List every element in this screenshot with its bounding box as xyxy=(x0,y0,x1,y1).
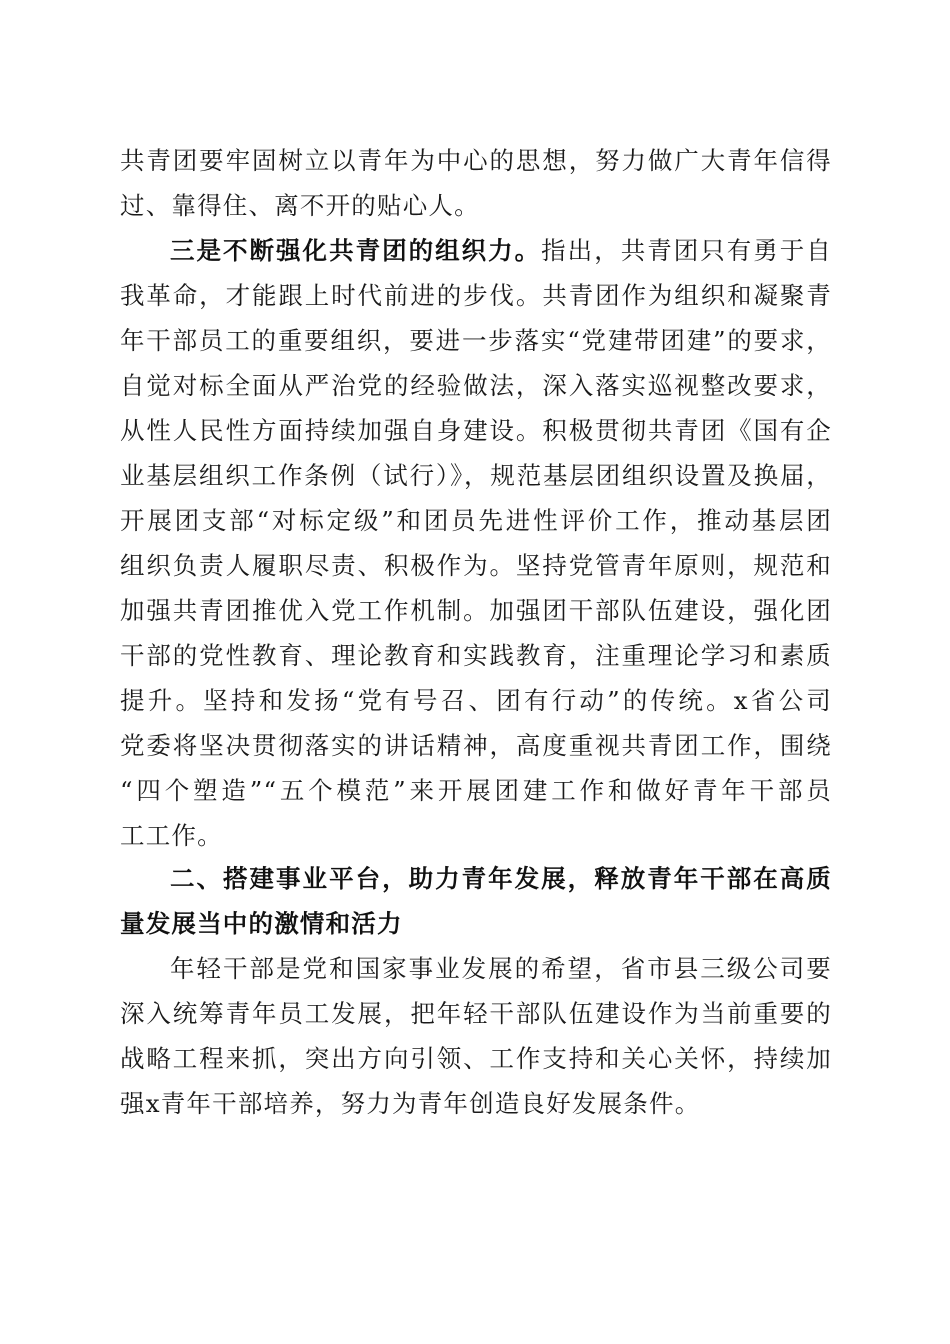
text-line: 年干部员工的重要组织，要进一步落实“党建带团建”的要求， xyxy=(120,326,832,355)
text-line: 干部的党性教育、理论教育和实践教育，注重理论学习和素质 xyxy=(120,641,832,670)
text-line: 从性人民性方面持续加强自身建设。积极贯彻共青团《国有企 xyxy=(120,416,832,445)
text-line: 提升。坚持和发扬“党有号召、团有行动”的传统。x省公司 xyxy=(120,686,832,715)
paragraph-organization xyxy=(120,228,832,858)
paragraph-lead: 三是不断强化共青团的组织力。 xyxy=(170,236,542,265)
text-line: 共青团要牢固树立以青年为中心的思想，努力做广大青年信得 xyxy=(120,146,832,175)
text-line: 战略工程来抓，突出方向引领、工作支持和关心关怀，持续加 xyxy=(120,1044,832,1073)
text-line: 开展团支部“对标定级”和团员先进性评价工作，推动基层团 xyxy=(120,506,832,535)
text-line: 过、靠得住、离不开的贴心人。 xyxy=(120,191,480,220)
text-line: “四个塑造”“五个模范”来开展团建工作和做好青年干部员 xyxy=(120,776,832,805)
text-line: 加强共青团推优入党工作机制。加强团干部队伍建设，强化团 xyxy=(120,596,832,625)
text-line-first xyxy=(120,228,832,273)
paragraph-young-cadres xyxy=(120,946,832,1126)
text-line: 党委将坚决贯彻落实的讲话精神，高度重视共青团工作，围绕 xyxy=(120,731,832,760)
heading-line: 二、搭建事业平台，助力青年发展，释放青年干部在高质 xyxy=(170,864,832,893)
paragraph-lead-rest: 指出，共青团只有勇于自 xyxy=(541,236,832,265)
heading-line: 量发展当中的激情和活力 xyxy=(120,909,403,938)
text-line: 业基层组织工作条例（试行）》，规范基层团组织设置及换届， xyxy=(120,461,832,490)
text-line: 强x青年干部培养，努力为青年创造良好发展条件。 xyxy=(120,1089,701,1118)
text-line: 工工作。 xyxy=(120,821,223,850)
text-line: 我革命，才能跟上时代前进的步伐。共青团作为组织和凝聚青 xyxy=(120,281,832,310)
text-line: 深入统筹青年员工发展，把年轻干部队伍建设作为当前重要的 xyxy=(120,999,832,1028)
text-line: 组织负责人履职尽责、积极作为。坚持党管青年原则，规范和 xyxy=(120,551,832,580)
text-line: 自觉对标全面从严治党的经验做法，深入落实巡视整改要求， xyxy=(120,371,832,400)
paragraph-continuation xyxy=(120,138,832,228)
text-line: 年轻干部是党和国家事业发展的希望，省市县三级公司要 xyxy=(170,954,832,983)
section-heading xyxy=(120,856,832,946)
